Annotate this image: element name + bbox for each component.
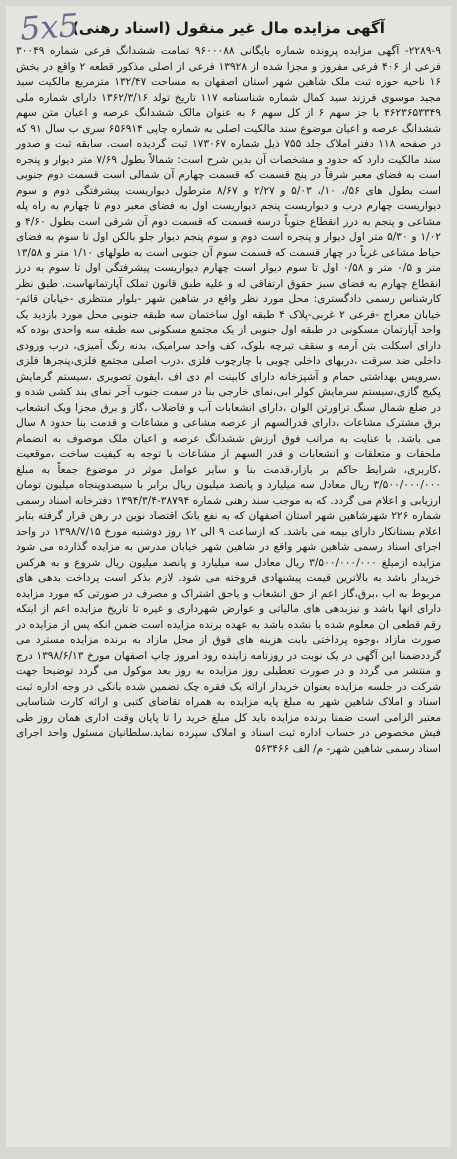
notice-body [16, 44, 441, 757]
handwritten-number: 5x5 [18, 6, 81, 49]
notice-header [16, 6, 441, 49]
newspaper-clipping [6, 6, 451, 1147]
notice-title: آگهی مزایده مال غیر منقول (اسناد رهنی) [72, 19, 385, 37]
notice-body-text: ۲۲۸۹-۹- آگهی مزایده پرونده شماره بایگانی ۹۶۰۰۰۸۸ تمامت ششدانگ فرعی شماره ۳۰۰۴۹ فرعی از ۴۰۶ فرعی مفروز و مجزا شده از ۱۳۹۲۸ فرعی از اصلی مذکور قطعه ۲ واقع در بخش ۱۶ ناحیه حوزه ثبت ملک شاهین شهر استان اصفهان به مساحت ۱۳۲/۴۷ مترمربع مالکیت سید مجید موسوی فرزند سید کمال شماره شناسنامه ۱۱۷ تاریخ تولد ۱۳۶۲/۳/۱۶ دارای شماره ملی ۴۶۲۳۶۵۳۳۴۹ با جز سهم ۶ از کل سهم ۶ به عنوان مالک ششدانگ عرصه و اعیان متن سهم ششدانگ عرصه و اعیان موضوع سند مالکیت اصلی به شماره چاپی ۶۵۶۹۱۴ سری ب سال ۹۱ که در صفحه ۱۱۸ دفتر املاک جلد ۷۵۵ ذیل شماره ۱۷۳۰۶۷ ثبت گردیده است. سابقه ثبت و صدور سند مالکیت دارد که حدود و مشخصات آن بدین شرح است: شمالاً بطول ۷/۶۹ متر دیوار و پنجره است به فضای معبر شرقاً در پنج قسمت که قسمت چهارم آن شمالی است قسمت دوم جنوبی است بطول های ۵۶/، ۱۰/، ۵/۰۳ و ۲/۲۷ و ۸/۶۷ مترطول دیواریست پیشرفتگی دوم و سوم دیواریست چهارم درب و دیواریست پنجم دیواریست اول به فضای معبر دوم تا چهارم به راه پله مشاعی و پنجم به درز انقطاع جنوباً درسه قسمت که قسمت دوم آن شرقی است بطول ۴/۶۰ و ۱/۰۲ و ۵/۳۰ متر اول دیوار و پنجره است دوم و سوم پنجم دیوار جلو بالکن اول تا سوم به فضای حیاط مشاعی غرباً در چهار قسمت که قسمت سوم آن جنوبی است به طولهای ۱/۱۰ متر و ۱۳/۵۸ متر و ۰/۵ متر و ۰/۵۸ اول تا سوم دیوار است چهارم دیواریست پیشرفتگی اول تا سوم به درز انقطاع چهارم به فضای سبز حقوق ارتفاقی له و علیه طبق قانون تملک آپارتمانهاست. طبق نظر کارشناس رسمی دادگستری: محل مورد نظر واقع در شاهین شهر -بلوار منتظری -خیابان قائم-خیابان معراج -فرعی ۲ غربی-پلاک ۴ طبقه اول ساختمان سه طبقه جنوبی محل مورد بازدید یک واحد آپارتمان مسکونی در طبقه اول جنوبی از یک مجتمع مسکونی سه طبقه سه واحدی بوده که دارای اسکلت بتن آرمه و سقف تیرچه بلوک، کف واحد سرامیک، بدنه رنگ آمیزی، درب ورودی داخلی ضد سرقت ،دربهای داخلی چوبی با چارچوب فلزی ،درب اصلی مجتمع فلزی،پنجرها فلزی ،سرویس بهداشتی حمام و آشپزخانه دارای کابینت ام دی اف ،ایفون تصویری ،سیستم گرمایش پکیج گازی،سیستم سرمایش کولر ابی،نمای خارجی بنا در سمت جنوب آجر نمای بند کشی شده و در ضلع شمال سنگ تراورتن الوان ،دارای انشعابات آب و فاضلاب ،گاز و برق مجزا ویک انشعاب برق مشترک مشاعات ،دارای قدرالسهم از عرصه مشاعی و مشاعات و قدمت بنا حدود ۸ سال می باشد. با عنایت به مراتب فوق ارزش ششدانگ عرصه و اعیان ملک موصوف به انضمام ملحقات و متعلقات و انشعابات و قدر السهم از مشاعات با توجه به کیفیت ساخت ،موقعیت ،کاربری، شرایط حاکم بر بازار،قدمت بنا و سایر عوامل موثر در موضوع جمعاً به مبلغ ۳/۵۰۰/۰۰۰/۰۰۰ ریال معادل سه میلیارد و پانصد میلیون ریال برابر با سیصدوپنجاه میلیون تومان ارزیابی و اعلام می گردد. که به موجب سند رهنی شماره ۳۸۷۹۴-۱۳۹۴/۳/۴ دفترخانه اسناد رسمی شماره ۲۲۶ شهرشاهین شهر استان اصفهان که به نفع بانک اقتصاد نوین در رهن قرار گرفته بنابر اعلام بستانکار دارای بیمه می باشد. که ازساعت ۹ الی ۱۲ روز دوشنبه مورخ ۱۳۹۸/۷/۱۵ در واحد اجرای اسناد رسمی شاهین شهر واقع در شاهین شهر خیابان مدرس به مزایده گذارده می شود مزایده ازمبلغ ۳/۵۰۰/۰۰۰/۰۰۰ ریال معادل سه میلیارد و پانصد میلیون ریال شروع و به هرکس خریدار باشد به بالاترین قیمت پیشنهادی فروخته می شود. لازم بذکر است پرداخت بدهی های مربوط به اب ،برق،گاز اعم از حق انشعاب و یاحق اشتراک و مصرف در صورتی که مورد مزایده دارای انها باشد و نیزبدهی های مالیاتی و عوارض شهرداری و غیره تا تاریخ مزایده اعم از اینکه رقم قطعی ان معلوم شده یا نشده باشد به عهده برنده مزایده است ضمن انکه پس از مزایده در صورت مازاد ،وجوه پرداختی بابت هزینه های فوق از محل مازاد به برنده مزایده مسترد می گرددضمنا این آگهی در یک نوبت در روزنامه زاینده رود امروز چاپ اصفهان مورخ ۱۳۹۸/۶/۱۳ درج و منتشر می گردد و در صورت تعطیلی روز مزایده به روز بعد موکول می گردد توضیحا جهت شرکت در جلسه مزایده بعنوان خریدار ارائه یک فقره چک تضمین شده بانکی در وجه اداره ثبت اسناد و املاک شاهین شهر به مبلغ پایه مزایده به همراه تقاضای کتبی و ارائه کارت شناسایی معتبر الزامی است ضمنا برنده مزایده باید کل مبلغ خرید را تا پایان وقت اداری همان روز طی فیش مخصوص در حساب اداره ثبت اسناد و املاک سپرده نماید.سلطانیان مسئول واحد اجرای اسناد رسمی شاهین شهر- م/ الف ۵۶۳۴۶۶ [16, 45, 442, 755]
